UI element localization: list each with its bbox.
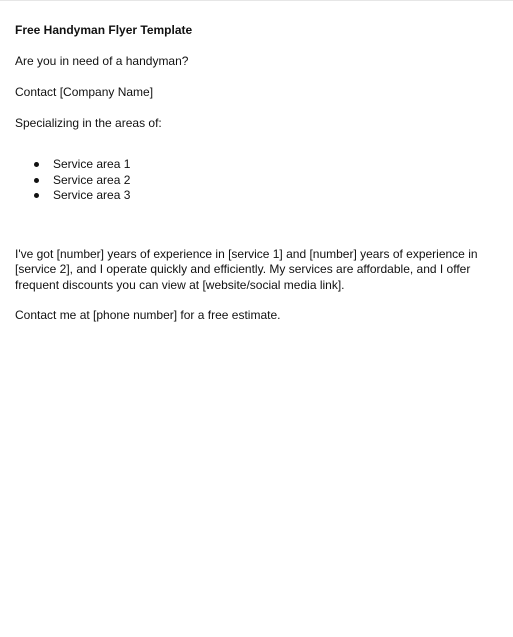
bullet-icon xyxy=(34,178,39,183)
service-area-list xyxy=(34,157,130,204)
service-area-item xyxy=(34,157,130,173)
service-area-label: Service area 3 xyxy=(53,188,131,202)
estimate-contact-line: Contact me at [phone number] for a free estimate. xyxy=(15,308,281,322)
specializing-heading: Specializing in the areas of: xyxy=(15,116,162,130)
service-area-label: Service area 2 xyxy=(53,172,131,187)
bullet-icon xyxy=(34,162,39,167)
handyman-question: Are you in need of a handyman? xyxy=(15,54,189,68)
document-title: Free Handyman Flyer Template xyxy=(15,23,193,37)
service-area-label: Service area 1 xyxy=(53,157,131,171)
bullet-icon xyxy=(34,193,39,198)
service-area-item xyxy=(34,188,130,204)
service-area-item xyxy=(34,173,130,189)
experience-paragraph: I've got [number] years of experience in [service 1] and [number] years of experience in [service 2], and I operate quickly and efficiently. My services are affordable, and I offer frequent discounts you can view at [website/social media link]. xyxy=(15,247,478,292)
company-contact-line: Contact [Company Name] xyxy=(15,85,154,99)
